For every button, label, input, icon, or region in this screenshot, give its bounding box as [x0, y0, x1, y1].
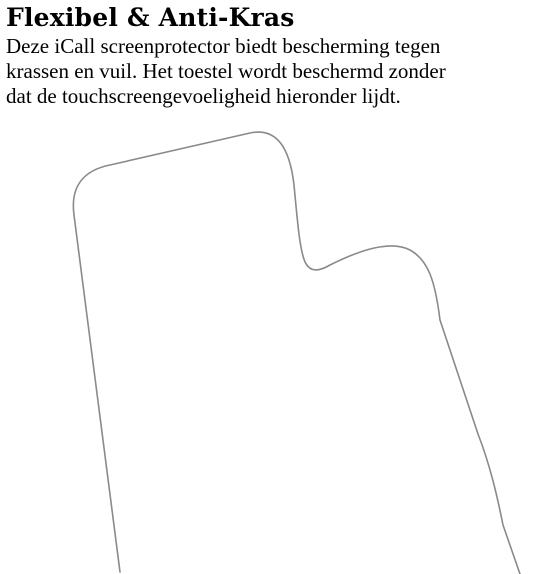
description-line: krassen en vuil. Het toestel wordt beschermd zonder — [6, 59, 446, 83]
screen-protector-outline — [73, 132, 520, 574]
description-line: Deze iCall screenprotector biedt bescherming tegen — [6, 34, 441, 58]
description-line: dat de touchscreengevoeligheid hieronder lijdt. — [6, 84, 401, 108]
feature-title: Flexibel & Anti-Kras — [6, 3, 295, 32]
